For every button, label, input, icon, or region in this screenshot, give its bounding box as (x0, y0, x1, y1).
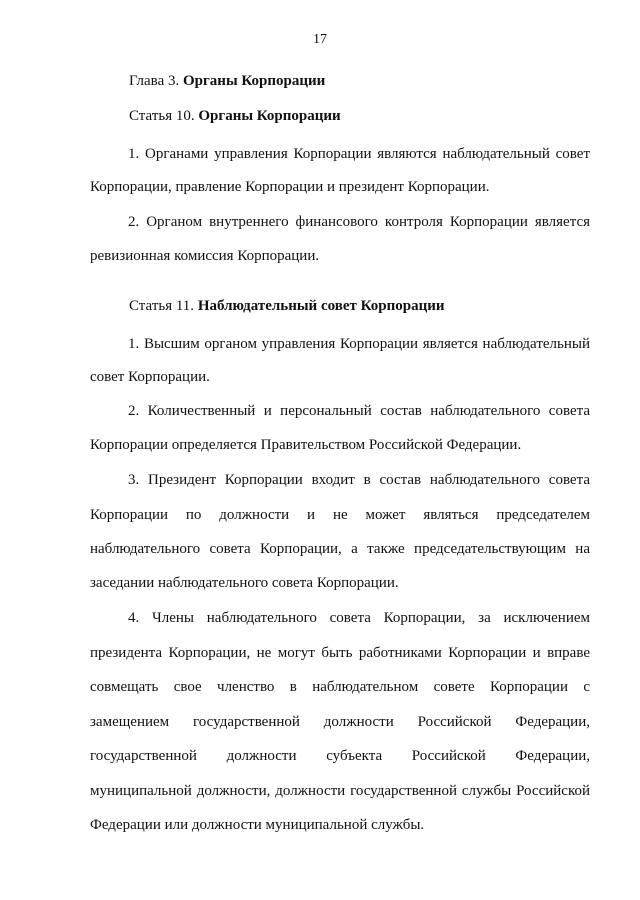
article-10-title: Органы Корпорации (198, 108, 341, 124)
article-11-p4-line-5: государственной должности субъекта Российской Федерации, (90, 748, 590, 764)
article-11-prefix: Статья 11. (129, 298, 198, 314)
chapter-prefix: Глава 3. (129, 73, 183, 89)
article-11-title: Наблюдательный совет Корпорации (197, 298, 445, 314)
article-11-p3-line-3: наблюдательного совета Корпорации, а также председательствующим на (90, 541, 590, 557)
article-11-p4-line-7: Федерации или должности муниципальной службы. (90, 817, 425, 833)
article-11-p2-line-1: 2. Количественный и персональный состав наблюдательного совета (128, 403, 590, 419)
article-10-p1-line-2: Корпорации, правление Корпорации и президент Корпорации. (90, 179, 490, 195)
article-10-prefix: Статья 10. (129, 108, 199, 124)
article-11-p1-line-2: совет Корпорации. (90, 369, 210, 385)
page-number: 17 (313, 32, 327, 47)
article-11-p4-line-3: совмещать свое членство в наблюдательном совете Корпорации с (90, 679, 590, 695)
article-11-p1-line-1: 1. Высшим органом управления Корпорации является наблюдательный (128, 336, 590, 352)
article-10-heading (129, 108, 341, 125)
article-10-p2-line-2: ревизионная комиссия Корпорации. (90, 248, 320, 264)
article-10-p1-line-1: 1. Органами управления Корпорации являются наблюдательный совет (128, 146, 590, 162)
article-11-p3-line-4: заседании наблюдательного совета Корпорации. (90, 575, 399, 591)
article-11-p4-line-2: президента Корпорации, не могут быть работниками Корпорации и вправе (90, 645, 590, 661)
article-11-p2-line-2: Корпорации определяется Правительством Российской Федерации. (90, 437, 522, 453)
article-11-p3-line-1: 3. Президент Корпорации входит в состав наблюдательного совета (128, 472, 590, 488)
article-11-p3-line-2: Корпорации по должности и не может являться председателем (90, 507, 590, 523)
article-11-p4-line-4: замещением государственной должности Российской Федерации, (90, 714, 590, 730)
chapter-heading (129, 73, 325, 90)
article-11-heading (129, 298, 445, 315)
article-11-p4-line-1: 4. Члены наблюдательного совета Корпорации, за исключением (128, 610, 590, 626)
article-10-p2-line-1: 2. Органом внутреннего финансового контроля Корпорации является (128, 214, 590, 230)
chapter-title: Органы Корпорации (182, 73, 326, 89)
article-11-p4-line-6: муниципальной должности, должности государственной службы Российской (90, 783, 590, 799)
